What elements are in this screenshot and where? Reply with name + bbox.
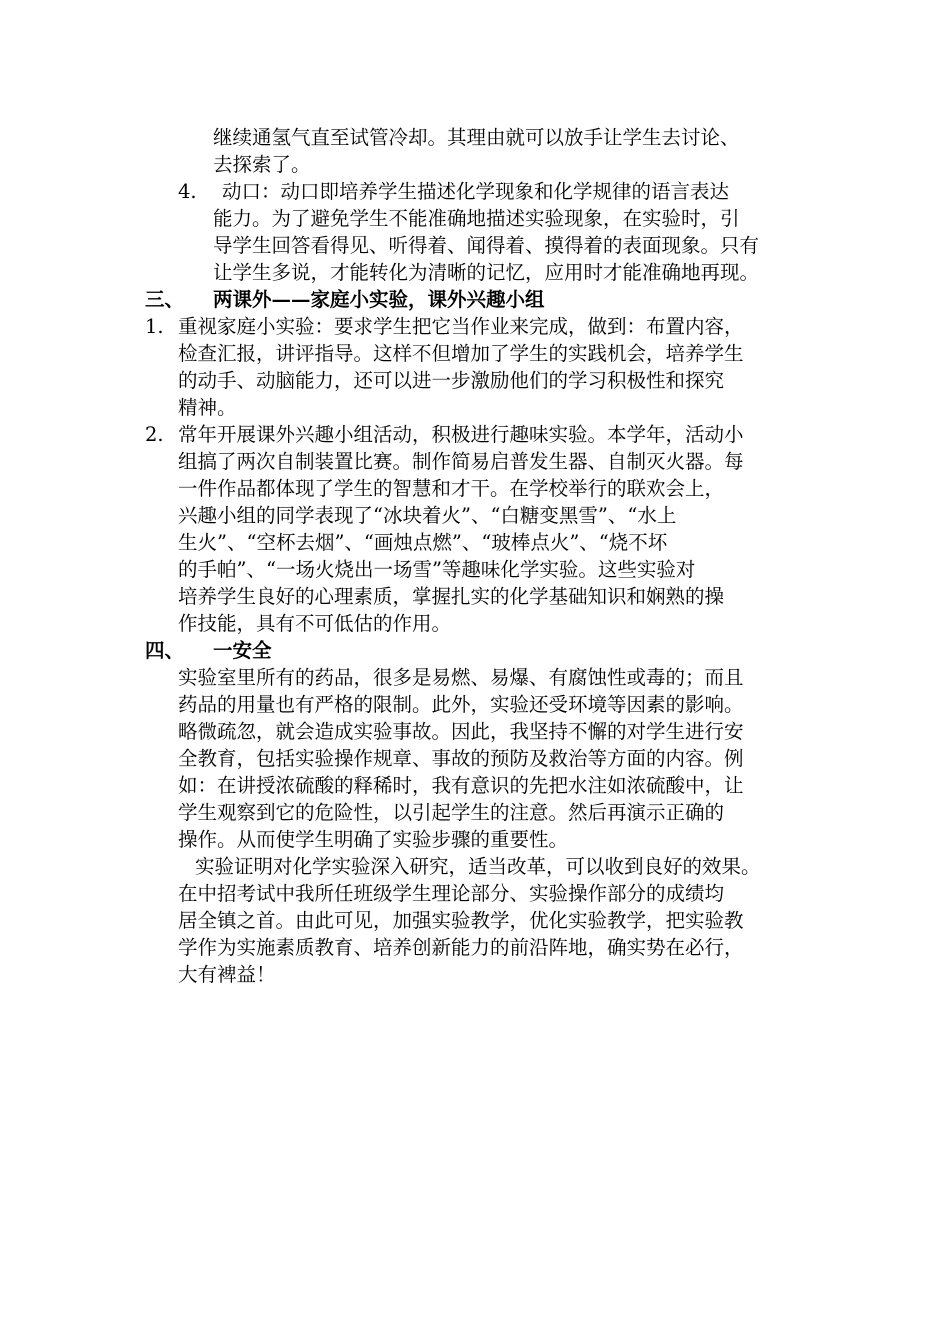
s4-line-3: 略微疏忽，就会造成实验事故。因此，我坚持不懈的对学生进行安	[178, 720, 744, 743]
s3-item2-line-4: 兴趣小组的同学表现了“冰块着火”、“白糖变黑雪”、“水上	[178, 504, 677, 527]
s3-item2-line-6: 的手帕”、“一场火烧出一场雪”等趣味化学实验。这些实验对	[178, 558, 696, 581]
s3-item1-line-1: 重视家庭小实验：要求学生把它当作业来完成，做到：布置内容，	[178, 315, 744, 338]
s4-line-6: 学生观察到它的危险性，以引起学生的注意。然后再演示正确的	[178, 801, 725, 824]
s4-line-7: 操作。从而使学生明确了实验步骤的重要性。	[178, 828, 569, 851]
item4-line-2: 能力。为了避免学生不能准确地描述实验现象，在实验时，引	[213, 207, 740, 230]
section4-title: 一安全	[213, 639, 272, 662]
s3-item2-line-7: 培养学生良好的心理素质，掌握扎实的化学基础知识和娴熟的操	[178, 585, 725, 608]
conclusion-line-2: 在中招考试中我所任班级学生理论部分、实验操作部分的成绩均	[178, 882, 725, 905]
item3-line-1: 继续通氢气直至试管冷却。其理由就可以放手让学生去讨论、	[213, 126, 740, 149]
item4-line-1: 动口：动口即培养学生描述化学现象和化学规律的语言表达	[222, 180, 730, 203]
s3-item2-line-5: 生火”、“空杯去烟”、“画烛点燃”、“玻棒点火”、“烧不坏	[178, 531, 668, 554]
s3-item1-line-3: 的动手、动脑能力，还可以进一步激励他们的学习积极性和探究	[178, 369, 725, 392]
item4-number: 4.	[178, 180, 197, 203]
conclusion-line-4: 学作为实施素质教育、培养创新能力的前沿阵地，确实势在必行，	[178, 936, 744, 959]
s4-line-4: 全教育，包括实验操作规章、事故的预防及救治等方面的内容。例	[178, 747, 744, 770]
s3-item1-line-2: 检查汇报，讲评指导。这样不但增加了学生的实践机会，培养学生	[178, 342, 744, 365]
item4-line-3: 导学生回答看得见、听得着、闻得着、摸得着的表面现象。只有	[213, 234, 760, 257]
s3-item2-line-2: 组搞了两次自制装置比赛。制作简易启普发生器、自制灭火器。每	[178, 450, 744, 473]
s3-item1-line-4: 精神。	[178, 396, 237, 419]
section4-number: 四、	[145, 639, 185, 662]
s3-item2-number: 2.	[145, 423, 164, 446]
section3-number: 三、	[145, 288, 185, 311]
conclusion-line-3: 居全镇之首。由此可见，加强实验教学，优化实验教学，把实验教	[178, 909, 744, 932]
s4-line-5: 如：在讲授浓硫酸的释稀时，我有意识的先把水注如浓硫酸中，让	[178, 774, 744, 797]
conclusion-line-5: 大有裨益！	[178, 963, 276, 986]
item4-line-4: 让学生多说，才能转化为清晰的记忆，应用时才能准确地再现。	[213, 261, 760, 284]
s3-item2-line-8: 作技能，具有不可低估的作用。	[178, 612, 452, 635]
item3-line-2: 去探索了。	[213, 153, 311, 176]
s4-line-1: 实验室里所有的药品，很多是易燃、易爆、有腐蚀性或毒的；而且	[178, 666, 744, 689]
section3-title: 两课外——家庭小实验，课外兴趣小组	[213, 288, 545, 311]
conclusion-line-1: 实验证明对化学实验深入研究，适当改革，可以收到良好的效果。	[195, 855, 761, 878]
s3-item2-line-1: 常年开展课外兴趣小组活动，积极进行趣味实验。本学年，活动小	[178, 423, 744, 446]
s4-line-2: 药品的用量也有严格的限制。此外，实验还受环境等因素的影响。	[178, 693, 744, 716]
s3-item2-line-3: 一件作品都体现了学生的智慧和才干。在学校举行的联欢会上，	[178, 477, 725, 500]
s3-item1-number: 1.	[145, 315, 164, 338]
